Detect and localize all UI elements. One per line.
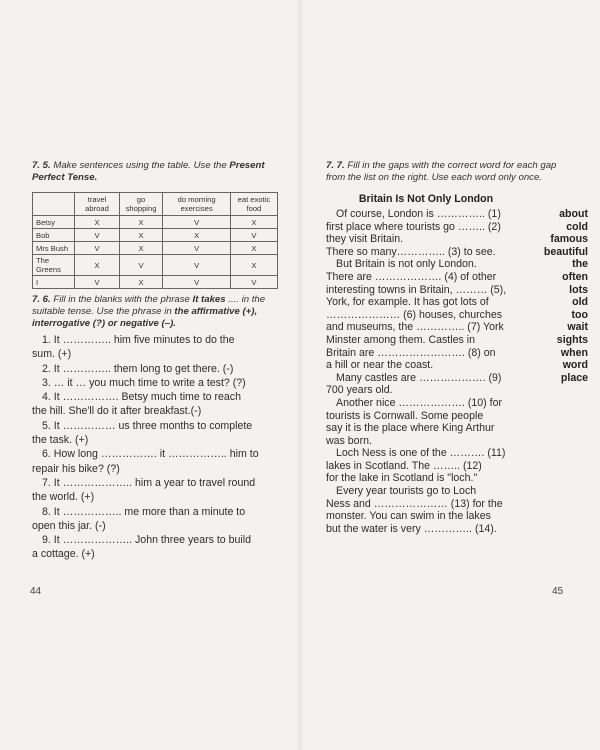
text-line: Loch Ness is one of the ………. (11) bbox=[336, 447, 506, 460]
text-line: There so many………….. (3) to see. bbox=[326, 245, 496, 258]
word-list-item: about bbox=[559, 208, 588, 220]
text-line: tourists is Cornwall. Some people bbox=[326, 409, 484, 422]
text-line: Britain are ……………………. (8) on bbox=[326, 346, 496, 359]
text-line: York, for example. It has got lots of bbox=[326, 296, 489, 309]
exercise-line: the hill. She'll do it after breakfast.(-) bbox=[32, 405, 202, 418]
exercise-7-6-items bbox=[32, 333, 288, 562]
table-header-cell bbox=[33, 193, 75, 216]
text-line: was born. bbox=[326, 434, 372, 447]
text-line: say it is the place where King Arthur bbox=[326, 422, 495, 435]
text-line: Every year tourists go to Loch bbox=[336, 485, 477, 498]
exercise-number: 7. 7. bbox=[326, 160, 345, 171]
word-list-item: too bbox=[571, 308, 588, 321]
exercise-7-7-instruction bbox=[326, 160, 576, 184]
table-cell: X bbox=[119, 242, 163, 255]
text-line: monster. You can swim in the lakes bbox=[326, 510, 491, 523]
text-line: and museums, the ………….. (7) York bbox=[326, 321, 504, 334]
table-cell: V bbox=[163, 216, 230, 229]
table-cell: X bbox=[75, 216, 119, 229]
text-line: Of course, London is ………….. (1) bbox=[336, 208, 501, 220]
word-list-item: famous bbox=[550, 233, 588, 246]
exercise-line: 5. It …………… us three months to complete bbox=[42, 419, 253, 432]
table-row-label: Mrs Bush bbox=[33, 242, 75, 255]
table-header-cell: eat exotic food bbox=[230, 193, 277, 216]
right-page bbox=[300, 0, 600, 750]
exercise-number: 7. 6. bbox=[32, 294, 51, 305]
page-number-left: 44 bbox=[30, 586, 42, 597]
table-cell: V bbox=[75, 229, 119, 242]
text-line: But Britain is not only London. bbox=[336, 258, 477, 271]
table-cell: V bbox=[163, 276, 230, 289]
text-line: but the water is very ………….. (14). bbox=[326, 522, 497, 535]
exercise-line: the task. (+) bbox=[32, 434, 89, 447]
table-row bbox=[33, 276, 278, 289]
word-list-item: wait bbox=[567, 321, 588, 334]
exercise-line: 4. It ……………. Betsy much time to reach bbox=[42, 391, 241, 404]
exercise-line: 6. How long ……………. it …………….. him to bbox=[42, 448, 259, 461]
table-cell: X bbox=[119, 276, 163, 289]
table-row bbox=[33, 229, 278, 242]
exercise-line: 9. It ……………….. John three years to build bbox=[42, 534, 252, 547]
instruction-text: .... in the suitable tense. Use the phrase in bbox=[32, 294, 266, 317]
word-list-item: place bbox=[560, 371, 588, 384]
table-row-label: The Greens bbox=[33, 255, 75, 276]
table-cell: V bbox=[230, 276, 277, 289]
word-list bbox=[518, 208, 588, 384]
text-line: 700 years old. bbox=[326, 384, 393, 397]
instruction-text: Make sentences using the table. Use the bbox=[53, 160, 230, 171]
text-line: first place where tourists go …….. (2) bbox=[326, 220, 501, 233]
exercise-number: 7. 5. bbox=[32, 160, 51, 171]
table-header-cell: go shopping bbox=[119, 193, 163, 216]
exercise-line: 1. It ………….. him five minutes to do the bbox=[42, 334, 235, 346]
text-title: Britain Is Not Only London bbox=[358, 193, 494, 205]
exercise-line: sum. (+) bbox=[32, 348, 72, 361]
word-list-item: old bbox=[572, 296, 588, 309]
exercise-line: 2. It ………….. them long to get there. (-) bbox=[42, 362, 234, 375]
text-line: ………………… (6) houses, churches bbox=[326, 308, 503, 321]
table-row-label: Bob bbox=[33, 229, 75, 242]
word-list-item: word bbox=[562, 359, 588, 372]
table-row bbox=[33, 242, 278, 255]
exercise-line: a cottage. (+) bbox=[32, 548, 95, 561]
text-line: Minster among them. Castles in bbox=[326, 333, 475, 346]
exercise-7-6-instruction bbox=[32, 294, 284, 330]
table-header-row bbox=[33, 193, 278, 216]
table-header-cell: travel abroad bbox=[75, 193, 119, 216]
instruction-text: Fill in the blanks with the phrase bbox=[53, 294, 193, 305]
exercise-line: the world. (+) bbox=[32, 491, 95, 504]
table-row bbox=[33, 255, 278, 276]
table-cell: X bbox=[230, 255, 277, 276]
word-list-item: the bbox=[572, 258, 588, 271]
word-list-item: cold bbox=[566, 220, 588, 233]
table-cell: V bbox=[119, 255, 163, 276]
table-row bbox=[33, 216, 278, 229]
exercise-line: repair his bike? (?) bbox=[32, 462, 120, 475]
instruction-bold: Present Perfect Tense. bbox=[32, 160, 265, 183]
table-row-label: I bbox=[33, 276, 75, 289]
table-cell: V bbox=[163, 242, 230, 255]
text-line: Another nice ………………. (10) for bbox=[336, 396, 503, 409]
text-line: interesting towns in Britain, ……… (5), bbox=[326, 283, 507, 296]
exercise-line: 3. … it … you much time to write a test? (?) bbox=[42, 376, 246, 389]
text-line: Many castles are ………………. (9) bbox=[336, 371, 502, 384]
table-body bbox=[33, 216, 278, 289]
text-line: for the lake in Scotland is "loch." bbox=[326, 472, 478, 485]
exercise-7-5-instruction bbox=[32, 160, 282, 184]
word-list-item: beautiful bbox=[543, 245, 588, 258]
table-cell: X bbox=[119, 229, 163, 242]
exercise-line: 8. It …………….. me more than a minute to bbox=[42, 505, 246, 518]
exercise-line: 7. It ……………….. him a year to travel round bbox=[42, 476, 256, 489]
table-cell: V bbox=[75, 242, 119, 255]
word-list-item: when bbox=[560, 346, 588, 359]
word-list-item: lots bbox=[569, 283, 588, 296]
page-number-right: 45 bbox=[552, 586, 564, 597]
table-header-cell: do morning exercises bbox=[163, 193, 230, 216]
table-row-label: Betsy bbox=[33, 216, 75, 229]
text-line: they visit Britain. bbox=[326, 233, 404, 246]
gap-fill-text bbox=[326, 208, 524, 535]
text-line: There are ………………. (4) of other bbox=[326, 270, 497, 283]
word-list-item: sights bbox=[556, 333, 588, 346]
table-cell: X bbox=[163, 229, 230, 242]
table-cell: X bbox=[230, 242, 277, 255]
instruction-text: Fill in the gaps with the correct word for each gap from the list on the right. Use each word only once. bbox=[326, 160, 557, 183]
word-list-item: often bbox=[562, 270, 588, 283]
text-line: Ness and ………………… (13) for the bbox=[326, 497, 503, 510]
exercise-line: open this jar. (-) bbox=[32, 519, 106, 532]
table-cell: V bbox=[230, 229, 277, 242]
table-cell: V bbox=[75, 276, 119, 289]
table-cell: X bbox=[230, 216, 277, 229]
activity-table bbox=[32, 192, 278, 289]
table-cell: X bbox=[119, 216, 163, 229]
instruction-bold: It takes bbox=[192, 294, 226, 305]
text-line: lakes in Scotland. The …….. (12) bbox=[326, 459, 482, 472]
text-line: a hill or near the coast. bbox=[326, 359, 434, 372]
table-cell: X bbox=[75, 255, 119, 276]
table-cell: V bbox=[163, 255, 230, 276]
instruction-bold: the affirmative (+), interrogative (?) or negative (–). bbox=[32, 306, 258, 329]
